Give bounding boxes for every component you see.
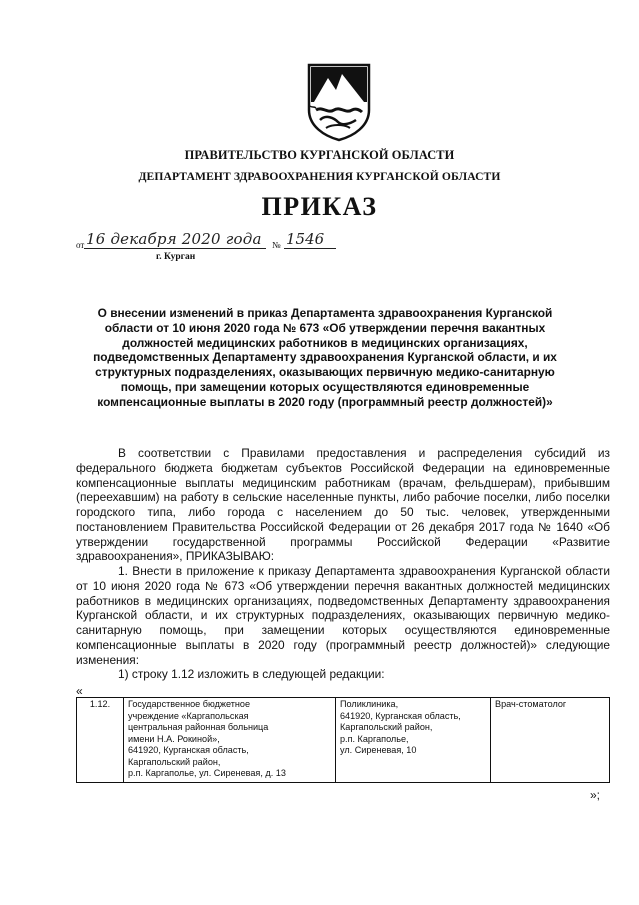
handwritten-order-number: 1546 xyxy=(286,230,325,248)
subitem-1-paragraph: 1) строку 1.12 изложить в следующей редакции: xyxy=(118,667,385,682)
position-cell: Врач-стоматолог xyxy=(491,698,610,783)
organization-line: центральная районная больница xyxy=(128,722,269,732)
department-name: ДЕПАРТАМЕНТ ЗДРАВООХРАНЕНИЯ КУРГАНСКОЙ ОБЛАСТИ xyxy=(138,170,501,183)
organization-cell xyxy=(124,698,336,783)
subdivision-line: ул. Сиреневая, 10 xyxy=(340,745,417,755)
closing-quote: »; xyxy=(590,788,601,802)
organization-line: 641920, Курганская область, xyxy=(128,745,249,755)
from-label: от xyxy=(76,240,85,250)
government-name: ПРАВИТЕЛЬСТВО КУРГАНСКОЙ ОБЛАСТИ xyxy=(184,148,455,162)
subdivision-line: Каргапольский район, xyxy=(340,722,433,732)
opening-quote: « xyxy=(76,684,83,698)
row-number-cell: 1.12. xyxy=(77,698,124,783)
organization-line: р.п. Каргаполье, ул. Сиреневая, д. 13 xyxy=(128,768,286,778)
date-underline xyxy=(84,248,266,249)
amended-row-table xyxy=(76,697,610,783)
subdivision-cell xyxy=(336,698,491,783)
organization-line: Каргапольский район, xyxy=(128,756,221,767)
organization-line: Государственное бюджетное xyxy=(128,699,251,709)
organization-line: учреждение «Каргапольская xyxy=(128,710,249,721)
order-subject: О внесении изменений в приказ Департамента здравоохранения Курганской области от 10 июня 2020 года № 673 «Об утверждении перечня вакантных должностей медицинских работников в медицинских организациях, подведомственных Департаменту здравоохранения Курганской области, и их структурных подразделениях, оказывающих первичную медико-санитарную помощь, при замещении которых осуществляются единовременные компенсационные выплаты в 2020 году (программный реестр должностей)» xyxy=(93,306,557,409)
kurgan-coat-of-arms-icon xyxy=(306,62,372,142)
item-1-paragraph: 1. Внести в приложение к приказу Департамента здравоохранения Курганской области от 10 июня 2020 года № 673 «Об утверждении перечня вакантных должностей медицинских работников в медицинских организациях, подведомственных Департаменту здравоохранения Курганской области, и их структурных подразделениях, оказывающих первичную медико-санитарную помощь, при замещении которых осуществляются единовременные компенсационные выплаты в 2020 году (программный реестр должностей)» следующие изменения: xyxy=(76,564,610,667)
number-sign: № xyxy=(272,240,281,250)
preamble-paragraph: В соответствии с Правилами предоставления и распределения субсидий из федерального бюджета бюджетам субъектов Российской Федерации на единовременные компенсационные выплаты медицинским работникам (врачам, фельдшерам), прибывшим (переехавшим) на работу в сельские населенные пункты, либо рабочие поселки, либо поселки городского типа, либо города с населением до 50 тыс. человек, утвержденными постановлением Правительства Российской Федерации от 26 декабря 2017 года № 1640 «Об утверждении государственной программы Российской Федерации «Развитие здравоохранения», ПРИКАЗЫВАЮ: xyxy=(76,446,610,564)
order-body xyxy=(76,446,610,682)
city-label: г. Курган xyxy=(156,252,196,262)
organization-line: имени Н.А. Рокиной», xyxy=(128,733,220,744)
number-underline xyxy=(284,248,336,249)
order-date-number-line xyxy=(76,232,376,268)
document-type-title: ПРИКАЗ xyxy=(261,192,378,221)
subdivision-line: р.п. Каргаполье, xyxy=(340,733,409,744)
subdivision-line: 641920, Курганская область, xyxy=(340,710,461,721)
subdivision-line: Поликлиника, xyxy=(340,699,399,709)
table-row xyxy=(77,698,610,783)
handwritten-date: 16 декабря 2020 года xyxy=(86,230,262,248)
